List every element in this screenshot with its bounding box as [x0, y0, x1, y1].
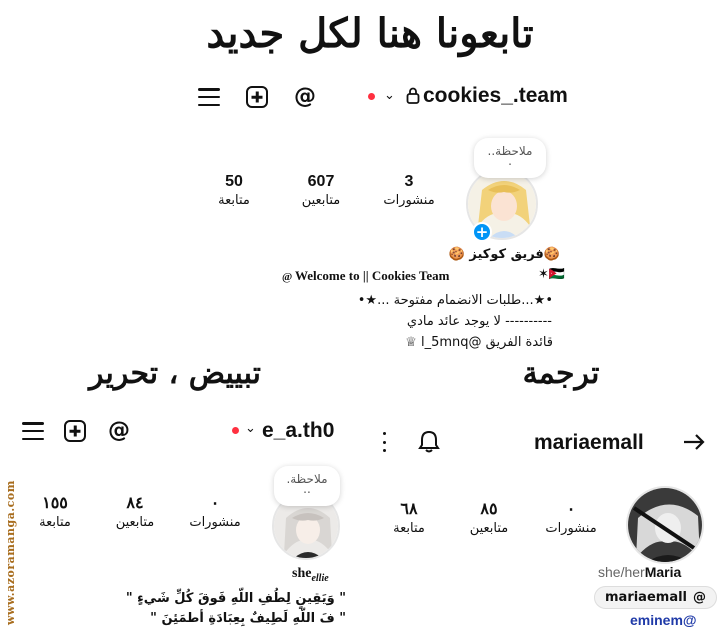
bell-icon[interactable] [418, 430, 440, 454]
bio-quote: " وَيَقِينٍ لِطُفِ اللّهِ فَوقَ كُلِّ شَيءٍ " [125, 591, 346, 606]
bio-line: •★...طلبات الانضمام مفتوحة ...★• [357, 293, 553, 308]
stat-followers-label: متابعين [469, 521, 509, 537]
stat-posts-label: منشورات [545, 521, 597, 537]
stat-following[interactable] [364, 500, 454, 539]
stat-posts[interactable] [170, 494, 260, 533]
share-arrow-icon[interactable] [682, 432, 706, 452]
stat-following-label: متابعة [218, 193, 250, 209]
stat-posts-value: 3 [404, 173, 414, 190]
more-icon[interactable] [380, 432, 388, 452]
stat-following-label: متابعة [393, 521, 425, 537]
profile-name: Maria [644, 564, 682, 580]
right-username[interactable]: mariaemall [534, 431, 644, 454]
stat-following-value: ٦٨ [400, 501, 418, 518]
note-dot: . [508, 154, 512, 168]
stat-posts[interactable] [526, 500, 616, 539]
stat-posts-label: منشورات [383, 193, 435, 209]
section-title-editing: تبييض ، تحرير [88, 356, 261, 391]
stat-following-value: 50 [225, 173, 243, 190]
threads-badge[interactable] [594, 586, 717, 609]
site-watermark: www.azoramanga.com [4, 480, 17, 626]
stat-followers[interactable] [444, 500, 534, 539]
stat-following[interactable] [10, 494, 100, 533]
profile-name-main: she [292, 566, 312, 581]
welcome-line [282, 268, 449, 284]
note-bubble[interactable] [274, 466, 340, 506]
menu-icon[interactable] [196, 84, 222, 110]
add-post-icon[interactable] [62, 418, 88, 444]
stat-posts-value: ٠ [566, 501, 576, 518]
notification-dot [368, 93, 375, 100]
menu-icon[interactable] [20, 418, 46, 444]
stat-followers[interactable] [276, 172, 366, 211]
chevron-down-icon[interactable]: ⌄ [245, 421, 256, 436]
add-post-icon[interactable] [244, 84, 270, 110]
stat-followers-label: متابعين [115, 515, 155, 531]
threads-icon[interactable]: @ [108, 418, 130, 443]
welcome-text: Welcome to || Cookies Team [294, 268, 450, 283]
note-dot: .. [303, 482, 311, 496]
left-username[interactable]: e_a.th0 [262, 419, 335, 442]
add-story-icon[interactable]: + [472, 222, 492, 242]
section-title-translation: ترجمة [522, 356, 600, 391]
stat-following[interactable] [189, 172, 279, 211]
stat-followers-value: 607 [307, 173, 335, 190]
bio-leader-link[interactable]: قائدة الفريق @l_5mnq ♕ [405, 335, 553, 350]
stat-posts[interactable] [364, 172, 454, 211]
profile-name [292, 566, 329, 584]
profile-name: 🍪فريق كوكيز 🍪 [448, 247, 560, 262]
top-username[interactable]: cookies_.team [423, 84, 568, 107]
stat-followers[interactable] [90, 494, 180, 533]
stat-followers-label: متابعين [301, 193, 341, 209]
threads-icon-small: @ [282, 271, 295, 283]
note-text: ملاحظة.. [487, 144, 533, 158]
notification-dot [232, 427, 239, 434]
stat-followers-value: ٨٥ [480, 501, 498, 518]
note-text: ملاحظة. [286, 472, 328, 486]
stat-following-value: ١٥٥ [42, 495, 68, 512]
pronouns: she/her [598, 564, 645, 580]
avatar[interactable] [626, 486, 704, 564]
threads-icon: @ [693, 590, 707, 605]
profile-name-line [598, 564, 681, 580]
chevron-down-icon[interactable]: ⌄ [384, 88, 395, 103]
main-title: تابعونا هنا لكل جديد [206, 10, 534, 57]
note-bubble[interactable] [474, 138, 546, 178]
bio-link[interactable]: @eminem [630, 612, 697, 628]
threads-handle: mariaemall [605, 590, 688, 605]
lock-icon [406, 86, 420, 104]
stat-posts-label: منشورات [189, 515, 241, 531]
bio-quote: " فَ اللّهِ لَطِيفٌ بِعِبَادَةِ أطمَئِنَ " [150, 611, 346, 626]
stat-following-label: متابعة [39, 515, 71, 531]
profile-name-sub: ellie [311, 572, 329, 584]
threads-icon[interactable]: @ [294, 84, 316, 109]
flag-badge: 🇯🇴✶ [538, 267, 566, 282]
stat-followers-value: ٨٤ [126, 495, 144, 512]
bio-line: ---------- لا يوجد عائد مادي [406, 314, 552, 329]
stat-posts-value: ٠ [210, 495, 220, 512]
